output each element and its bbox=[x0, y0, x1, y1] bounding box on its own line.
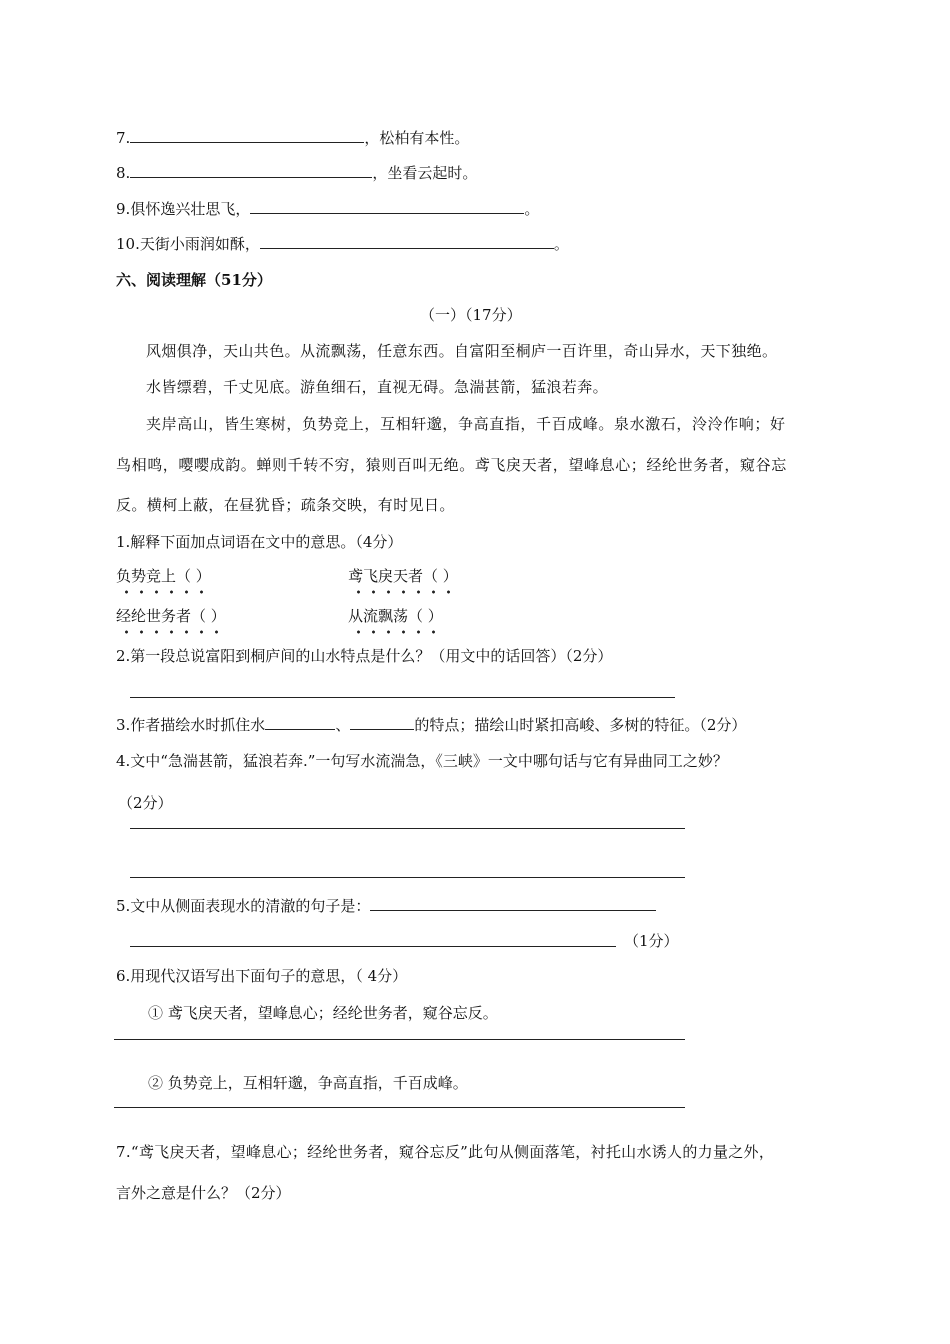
question-7-line-2: 言外之意是什么？（2分） bbox=[116, 1184, 291, 1202]
question-1: 1.解释下面加点词语在文中的意思。（4分） bbox=[116, 533, 403, 551]
q6-sentence-1: ① 鸢飞戾天者，望峰息心；经纶世务者，窥谷忘反。 bbox=[148, 1004, 498, 1022]
fill-in-10 bbox=[116, 234, 569, 254]
dotted-term: 鸢飞戾天者（ ） bbox=[348, 567, 458, 585]
answer-blank[interactable] bbox=[130, 163, 372, 178]
question-5 bbox=[116, 896, 656, 916]
question-2: 2.第一段总说富阳到桐庐间的山水特点是什么？（用文中的话回答）（2分） bbox=[116, 647, 613, 665]
passage-paragraph-3-line-1: 夹岸高山，皆生寒树，负势竞上，互相轩邈，争高直指，千百成峰。泉水激石，泠泠作响；好 bbox=[146, 415, 786, 433]
part-title: （一）（17分） bbox=[420, 306, 522, 324]
answer-blank[interactable] bbox=[130, 128, 364, 143]
answer-line[interactable] bbox=[130, 877, 685, 878]
dotted-term: 从流飘荡（ ） bbox=[348, 607, 443, 625]
answer-blank[interactable] bbox=[265, 715, 335, 730]
q6-sentence-2: ② 负势竞上，互相轩邈，争高直指，千百成峰。 bbox=[148, 1074, 468, 1092]
answer-blank[interactable] bbox=[250, 199, 524, 214]
answer-line[interactable] bbox=[130, 946, 616, 947]
question-3 bbox=[116, 715, 746, 735]
fill-in-9 bbox=[116, 199, 539, 219]
question-number: 10. bbox=[116, 235, 140, 253]
answer-blank[interactable] bbox=[260, 234, 554, 249]
q3-suffix: 的特点；描绘山时紧扣高峻、多树的特征。（2分） bbox=[414, 716, 747, 734]
poem-line: ，坐看云起时。 bbox=[372, 164, 478, 182]
answer-blank[interactable] bbox=[370, 896, 656, 911]
dotted-term: 经纶世务者（ ） bbox=[116, 607, 226, 625]
q1-item-1 bbox=[116, 566, 211, 586]
question-4: 4.文中“急湍甚箭，猛浪若奔.”一句写水流湍急，《三峡》一文中哪句话与它有异曲同工之妙？ bbox=[116, 752, 728, 770]
punctuation: 。 bbox=[553, 235, 569, 253]
poem-line: ，松柏有本性。 bbox=[364, 129, 470, 147]
q3-prefix: 3.作者描绘水时抓住水 bbox=[116, 716, 266, 734]
question-5-score: （1分） bbox=[624, 932, 679, 950]
fill-in-7 bbox=[116, 128, 469, 148]
passage-paragraph-2: 水皆缥碧，千丈见底。游鱼细石，直视无碍。急湍甚箭，猛浪若奔。 bbox=[146, 378, 609, 396]
answer-blank[interactable] bbox=[350, 715, 414, 730]
passage-paragraph-1: 风烟俱净，天山共色。从流飘荡，任意东西。自富阳至桐庐一百许里，奇山异水，天下独绝。 bbox=[146, 342, 778, 360]
poem-line: 俱怀逸兴壮思飞， bbox=[130, 200, 251, 218]
answer-line[interactable] bbox=[114, 1107, 685, 1108]
question-7-line-1: 7.“鸢飞戾天者，望峰息心；经纶世务者，窥谷忘反”此句从侧面落笔，衬托山水诱人的力量之外， bbox=[116, 1143, 775, 1161]
q3-separator: 、 bbox=[335, 716, 351, 734]
fill-in-8 bbox=[116, 163, 477, 183]
question-4-score: （2分） bbox=[118, 794, 173, 812]
poem-line: 天街小雨润如酥， bbox=[139, 235, 260, 253]
q1-item-2 bbox=[348, 566, 458, 586]
section-title: 六、阅读理解（51分） bbox=[116, 271, 272, 289]
dotted-term: 负势竞上（ ） bbox=[116, 567, 211, 585]
question-number: 8. bbox=[116, 164, 131, 182]
passage-paragraph-3-line-3: 反。横柯上蔽，在昼犹昏；疏条交映，有时见日。 bbox=[116, 496, 455, 514]
question-number: 7. bbox=[116, 129, 131, 147]
answer-line[interactable] bbox=[114, 1039, 685, 1040]
answer-line[interactable] bbox=[130, 697, 675, 698]
q5-text: 5.文中从侧面表现水的清澈的句子是： bbox=[116, 897, 371, 915]
q1-item-4 bbox=[348, 606, 443, 626]
question-6: 6.用现代汉语写出下面句子的意思，（ 4分） bbox=[116, 967, 408, 985]
question-number: 9. bbox=[116, 200, 131, 218]
passage-paragraph-3-line-2: 鸟相鸣，嘤嘤成韵。蝉则千转不穷，猿则百叫无绝。鸢飞戾天者，望峰息心；经纶世务者，窥谷忘 bbox=[116, 456, 787, 474]
q1-item-3 bbox=[116, 606, 226, 626]
punctuation: 。 bbox=[524, 200, 540, 218]
answer-line[interactable] bbox=[130, 828, 685, 829]
